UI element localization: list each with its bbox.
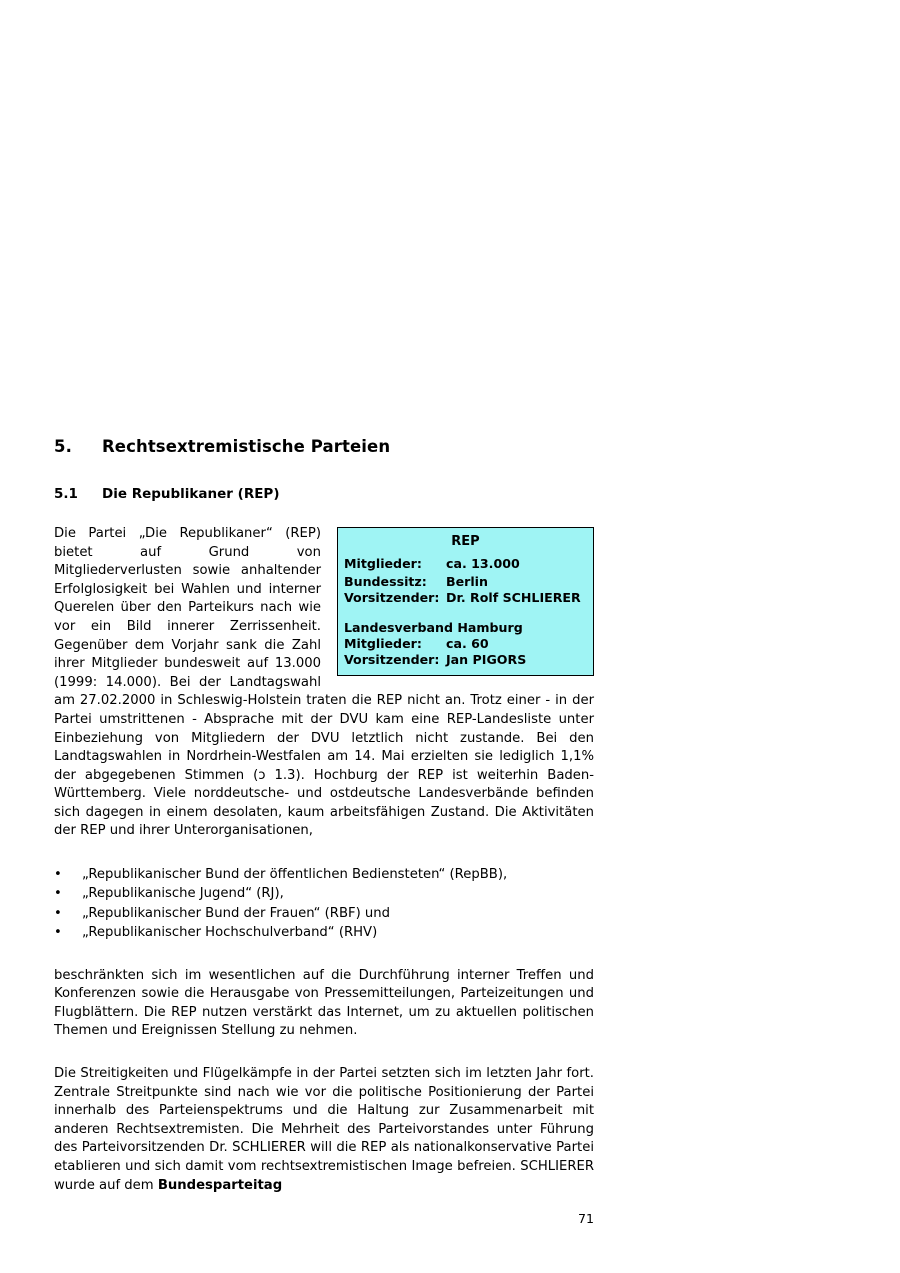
- paragraph-disputes-emphasis: Bundesparteitag: [157, 1177, 283, 1193]
- info-box-value: Berlin: [446, 573, 488, 589]
- info-box-key: Mitglieder:: [344, 636, 422, 652]
- info-box-spacer: [338, 607, 593, 620]
- info-box-value: Dr. Rolf SCHLIERER: [446, 590, 581, 606]
- list-item: [54, 904, 594, 923]
- chapter-heading: [54, 437, 594, 457]
- list-item: [54, 923, 594, 942]
- page-number: 71: [577, 1211, 594, 1226]
- list-item-label: „Republikanischer Hochschulverband“ (RHV): [82, 925, 378, 941]
- info-box-rep: [337, 527, 594, 676]
- info-box-row: [338, 636, 593, 652]
- chapter-title: Rechtsextremistische Parteien: [102, 437, 391, 456]
- info-box-rows: [338, 552, 593, 674]
- bullet-icon: •: [54, 867, 62, 883]
- info-box-subheading: Landesverband Hamburg: [344, 619, 523, 635]
- paragraph-disputes: [54, 1065, 594, 1195]
- list-item: [54, 884, 594, 903]
- info-box-key: Vorsitzender:: [344, 590, 440, 606]
- info-box-value: ca. 13.000: [446, 556, 520, 572]
- intro-block: [54, 525, 594, 841]
- info-box-key: Vorsitzender:: [344, 652, 440, 668]
- section-number: 5.1: [54, 485, 78, 502]
- bullet-icon: •: [54, 925, 62, 941]
- info-box-row: [338, 590, 593, 606]
- info-box-value: Jan PIGORS: [446, 652, 527, 668]
- bullet-icon: •: [54, 905, 62, 921]
- page-content: [54, 437, 594, 1195]
- info-box-row: [338, 556, 593, 572]
- info-box-row: [338, 574, 593, 590]
- section-heading: [54, 486, 594, 502]
- info-box-value: ca. 60: [446, 636, 489, 652]
- list-item-label: „Republikanischer Bund der öffentlichen Bediensteten“ (RepBB),: [82, 867, 508, 883]
- paragraph-activities: beschränkten sich im wesentlichen auf die Durchführung interner Treffen und Konferenzen sowie die Herausgabe von Pressemitteilungen, Parteizeitungen und Flugblättern. Die REP nutzen verstärkt das Internet, um zu aktuellen politischen Themen und Ereignissen Stellung zu nehmen.: [54, 967, 594, 1039]
- info-box-key: Mitglieder:: [344, 556, 422, 572]
- list-item-label: „Republikanische Jugend“ (RJ),: [82, 886, 284, 902]
- paragraph-disputes-text: Die Streitigkeiten und Flügelkämpfe in der Partei setzten sich im letzten Jahr fort. Zentrale Streitpunkte sind nach wie vor die politische Positionierung der Partei innerhalb des Parteienspektrums und die Haltung zur Zusammenarbeit mit anderen Rechtsextremisten. Die Mehrheit des Parteivorstandes unter Führung des Parteivorsitzenden Dr. SCHLIERER will die REP als nationalkonservative Partei etablieren und sich damit vom rechtsextremistischen Image befreien. SCHLIERER wurde auf dem: [54, 1066, 594, 1193]
- list-item: [54, 865, 594, 884]
- info-box-key: Bundessitz:: [344, 573, 427, 589]
- intro-paragraph: Die Partei „Die Republikaner“ (REP) bietet auf Grund von Mitgliederverlusten sowie anhaltender Erfolglosigkeit bei Wahlen und interner Querelen über den Parteikurs nach wie vor ein Bild innerer Zerrissenheit. Gegenüber dem Vorjahr sank die Zahl ihrer Mitglieder bundesweit auf 13.000 (1999: 14.000). Bei der Landtagswahl am 27.02.2000 in Schleswig-Holstein traten die REP nicht an. Trotz einer - in der Partei umstrittenen - Absprache mit der DVU kam eine REP-Landesliste unter Einbeziehung von Mitgliedern der DVU letztlich nicht zustande. Bei den Landtagswahlen in Nordrhein-Westfalen am 14. Mai erzielten sie lediglich 1,1% der abgegebenen Stimmen (ↄ 1.3). Hochburg der REP ist weiterhin Baden-Württemberg. Viele norddeutsche- und ostdeutsche Landesverbände befinden sich dagegen in einem desolaten, kaum arbeitsfähigen Zustand. Die Aktivitäten der REP und ihrer Unterorganisationen,: [54, 525, 594, 839]
- info-box-row: [338, 652, 593, 668]
- list-item-label: „Republikanischer Bund der Frauen“ (RBF) und: [82, 905, 390, 921]
- bullet-icon: •: [54, 886, 62, 902]
- chapter-number: 5.: [54, 437, 72, 456]
- section-title: Die Republikaner (REP): [102, 485, 280, 502]
- organisation-list: [54, 865, 594, 943]
- info-box-title: REP: [451, 533, 480, 549]
